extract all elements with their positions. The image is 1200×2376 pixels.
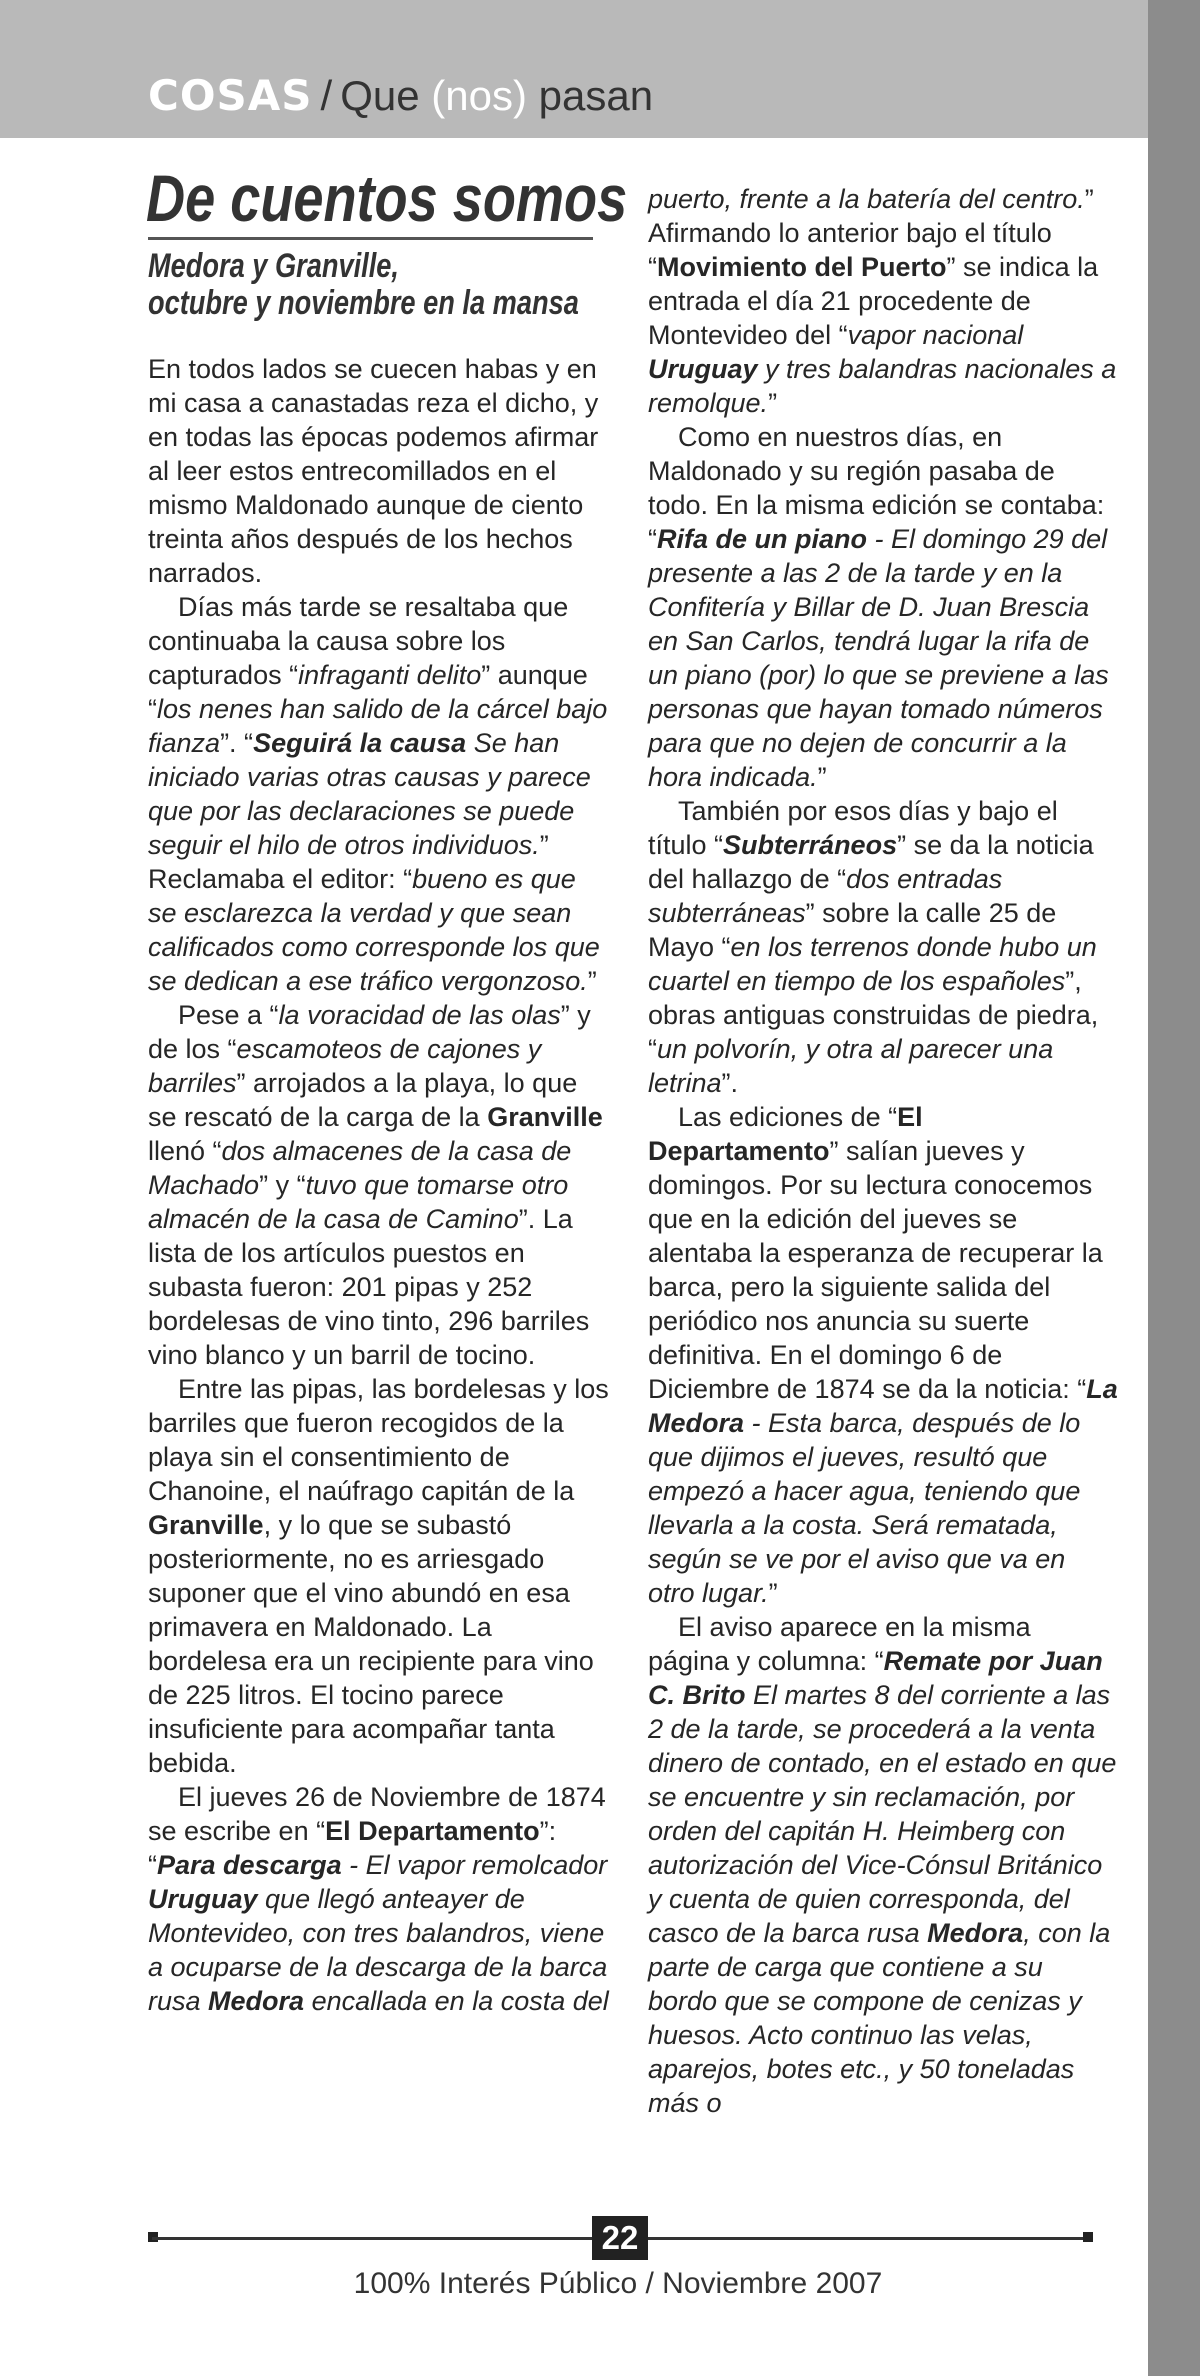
section-separator: / <box>320 72 333 119</box>
title-underline <box>148 237 593 240</box>
side-bar <box>1148 0 1200 2376</box>
subtitle-line-2: octubre y noviembre en la mansa <box>148 284 579 322</box>
article-title: De cuentos somos <box>146 161 628 235</box>
paragraph: Pese a “la voracidad de las olas” y de los “escamoteos de cajones y barriles” arrojados a la playa, lo que se rescató de la carga de la Granville llenó “dos almacenes de la casa de Machado” y “tuvo que tomarse otro almacén de la casa de Camino”. La lista de los artículos puestos en subasta fueron: 201 pipas y 252 bordelesas de vino tinto, 296 barriles vino blanco y un barril de tocino. <box>148 1000 603 1370</box>
publication-footer: 100% Interés Público / Noviembre 2007 <box>353 2267 883 2300</box>
section-header <box>148 68 653 124</box>
paragraph: Días más tarde se resaltaba que continuaba la causa sobre los capturados “infraganti delito” aunque “los nenes han salido de la cárcel bajo fianza”. “Seguirá la causa Se han iniciado varias otras causas y parece que por las declaraciones se puede seguir el hilo de otros individuos.” Reclamaba el editor: “bueno es que se esclarezca la verdad y que sean calificados como corresponde los que se dedican a ese tráfico vergonzoso.” <box>148 592 608 996</box>
paragraph: Como en nuestros días, en Maldonado y su región pasaba de todo. En la misma edición se contaba: “Rifa de un piano - El domingo 29 del presente a las 2 de la tarde y en la Confitería y Billar de D. Juan Brescia en San Carlos, tendrá lugar la rifa de un piano (por) lo que se previene a las personas que hayan tomado números para que no dejen de concurrir a la hora indicada.” <box>648 422 1109 792</box>
section-pasan: pasan <box>538 72 654 119</box>
paragraph: En todos lados se cuecen habas y en mi casa a canastadas reza el dicho, y en todas las épocas podemos afirmar al leer estos entrecomillados en el mismo Maldonado aunque de ciento treinta años después de los hechos narrados. <box>148 354 599 588</box>
section-name: COSAS <box>148 71 313 120</box>
article-column-right <box>648 182 1118 2120</box>
footer-rule-left <box>152 2237 592 2240</box>
footer-rule-end-right <box>1083 2232 1093 2242</box>
paragraph: El aviso aparece en la misma página y columna: “Remate por Juan C. Brito El martes 8 del corriente a las 2 de la tarde, se procederá a la venta dinero de contado, en el estado en que se encuentre y sin reclamación, por orden del capitán H. Heimberg con autorización del Vice-Cónsul Británico y cuenta de quien corresponda, del casco de la barca rusa Medora, con la parte de carga que contiene a su bordo que se compone de cenizas y huesos. Acto continuo las velas, aparejos, botes etc., y 50 toneladas más o <box>648 1612 1117 2118</box>
subtitle-line-1: Medora y Granville, <box>148 247 399 285</box>
footer-rule-right <box>648 2237 1088 2240</box>
article-subtitle <box>148 247 579 322</box>
header-band <box>0 0 1148 138</box>
article-column-left <box>148 352 610 2018</box>
paragraph: Las ediciones de “El Departamento” salían jueves y domingos. Por su lectura conocemos que en la edición del jueves se alentaba la esperanza de recuperar la barca, pero la siguiente salida del periódico nos anuncia su suerte definitiva. En el domingo 6 de Diciembre de 1874 se da la noticia: “La Medora - Esta barca, después de lo que dijimos el jueves, resultó que empezó a hacer agua, teniendo que llevarla a la costa. Será rematada, según se ve por el aviso que va en otro lugar.” <box>648 1102 1118 1608</box>
section-que: Que <box>340 72 420 119</box>
page-number: 22 <box>592 2216 648 2260</box>
paragraph: Entre las pipas, las bordelesas y los barriles que fueron recogidos de la playa sin el consentimiento de Chanoine, el naúfrago capitán de la Granville, y lo que se subastó posteriormente, no es arriesgado suponer que el vino abundó en esa primavera en Maldonado. La bordelesa era un recipiente para vino de 225 litros. El tocino parece insuficiente para acompañar tanta bebida. <box>148 1374 609 1778</box>
paragraph: puerto, frente a la batería del centro.” Afirmando lo anterior bajo el título “Movimiento del Puerto” se indica la entrada el día 21 procedente de Montevideo del “vapor nacional Uruguay y tres balandras nacionales a remolque.” <box>648 184 1117 418</box>
section-nos: (nos) <box>431 72 527 119</box>
paragraph: También por esos días y bajo el título “Subterráneos” se da la noticia del hallazgo de “dos entradas subterráneas” sobre la calle 25 de Mayo “en los terrenos donde hubo un cuartel en tiempo de los españoles”, obras antiguas construidas de piedra, “un polvorín, y otra al parecer una letrina”. <box>648 796 1099 1098</box>
paragraph: El jueves 26 de Noviembre de 1874 se escribe en “El Departamento”: “Para descarga - El vapor remolcador Uruguay que llegó anteayer de Montevideo, con tres balandros, viene a ocuparse de la descarga de la barca rusa Medora encallada en la costa del <box>148 1782 609 2016</box>
